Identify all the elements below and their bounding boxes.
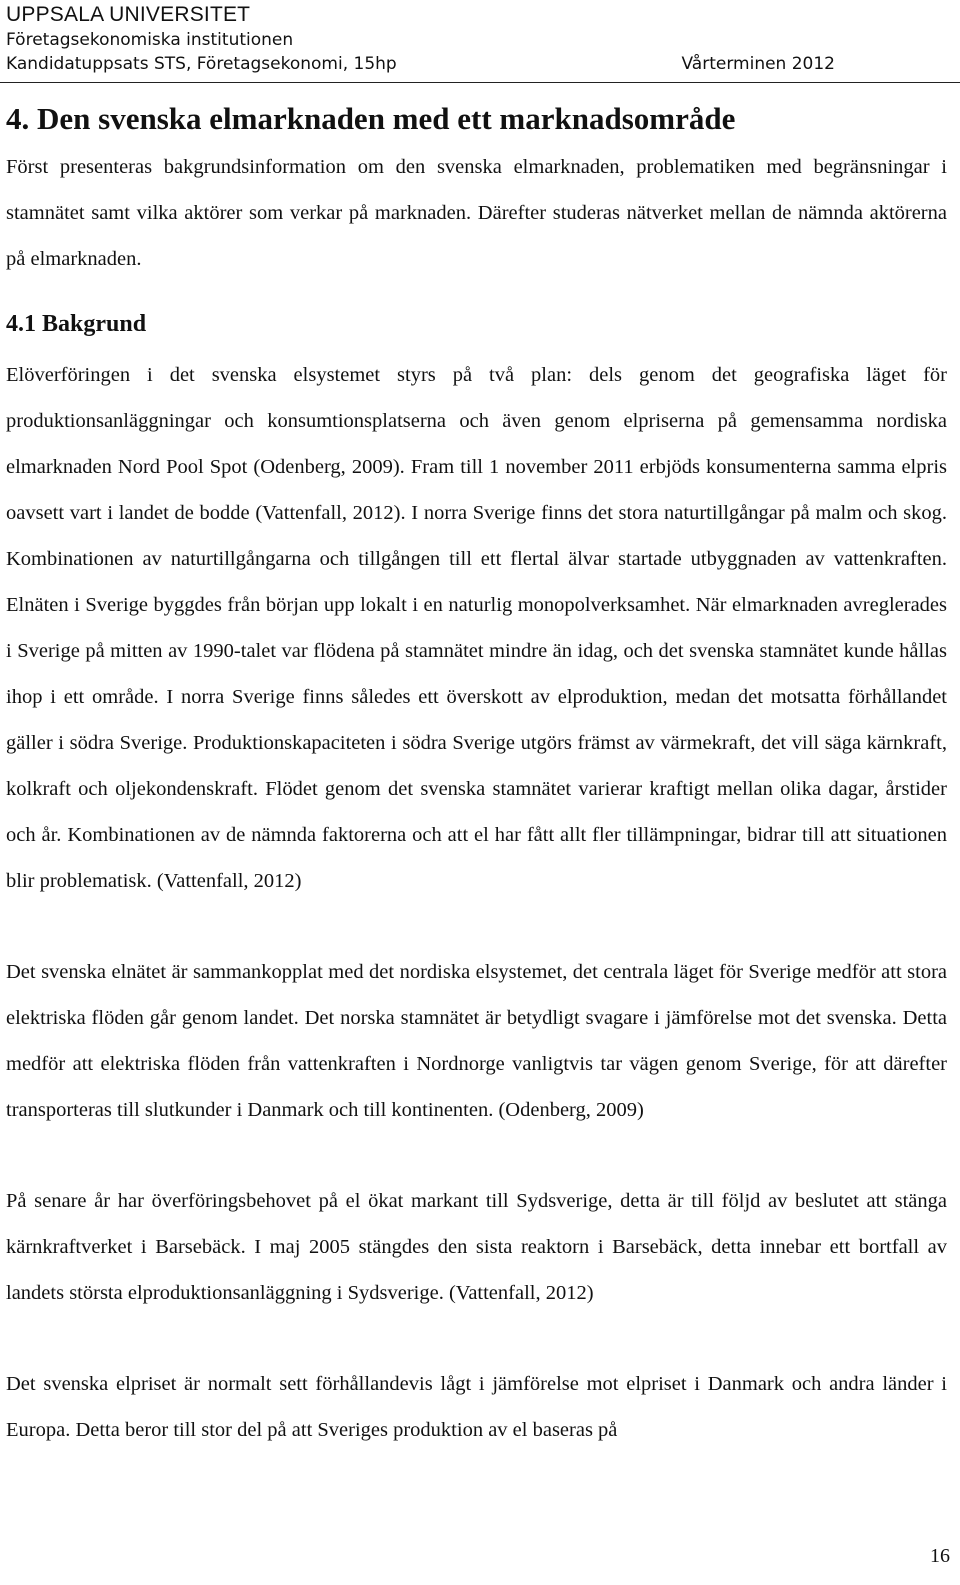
term-name: Vårterminen 2012	[681, 54, 835, 74]
paragraph-4: Det svenska elpriset är normalt sett förhållandevis lågt i jämförelse mot elpriset i Danmark och andra länder i Europa. Detta beror till stor del på att Sveriges produktion av el baseras på	[6, 1373, 947, 1441]
paragraph-2: Det svenska elnätet är sammankopplat med det nordiska elsystemet, det centrala läget för Sverige medför att stora elektriska flöden går genom landet. Det norska stamnätet är betydligt svagare i jämförelse mot det svenska. Detta medför att elektriska flöden från vattenkraften i Nordnorge vanligtvis tar vägen genom Sverige, för att därefter transporteras till slutkunder i Danmark och till kontinenten. (Odenberg, 2009)	[6, 961, 947, 1121]
university-name: UPPSALA UNIVERSITET	[6, 3, 251, 26]
chapter-title: 4. Den svenska elmarknaden med ett marknadsområde	[6, 101, 736, 136]
page-number: 16	[930, 1545, 950, 1567]
course-row	[6, 52, 950, 76]
main-content	[6, 98, 947, 1453]
section-title: 4.1 Bakgrund	[6, 311, 147, 337]
paragraph-3: På senare år har överföringsbehovet på el ökat markant till Sydsverige, detta är till följd av beslutet att stänga kärnkraftverket i Barsebäck. I maj 2005 stängdes den sista reaktorn i Barsebäck, detta innebar ett bortfall av landets största elproduktionsanläggning i Sydsverige. (Vattenfall, 2012)	[6, 1190, 947, 1304]
paragraph-gap	[6, 904, 947, 949]
course-name: Kandidatuppsats STS, Företagsekonomi, 15hp	[6, 54, 397, 74]
header-rule	[0, 82, 960, 83]
department-name: Företagsekonomiska institutionen	[6, 30, 294, 50]
paragraph-gap	[6, 1133, 947, 1178]
page-header	[6, 2, 950, 76]
paragraph-gap	[6, 1316, 947, 1361]
paragraph-1: Elöverföringen i det svenska elsystemet styrs på två plan: dels genom det geografiska läget för produktionsanläggningar och konsumtionsplatserna och även genom elpriserna på gemensamma nordiska elmarknaden Nord Pool Spot (Odenberg, 2009). Fram till 1 november 2011 erbjöds konsumenterna samma elpris oavsett vart i landet de bodde (Vattenfall, 2012). I norra Sverige finns det stora naturtillgångar på malm och skog. Kombinationen av naturtillgångarna och tillgången till ett flertal älvar startade utbyggnaden av vattenkraften. Elnäten i Sverige byggdes från början upp lokalt i en naturlig monopolverksamhet. När elmarknaden avreglerades i Sverige på mitten av 1990-talet var flödena på stamnätet mindre än idag, och det svenska stamnätet kunde hållas ihop i ett område. I norra Sverige finns således ett överskott av elproduktion, medan det motsatta förhållandet gäller i södra Sverige. Produktionskapaciteten i södra Sverige utgörs främst av värmekraft, det vill säga kärnkraft, kolkraft och oljekondenskraft. Flödet genom det svenska stamnätet varierar kraftigt mellan olika dagar, årstider och år. Kombinationen av de nämnda faktorerna och att el har fått allt fler tillämpningar, bidrar till att situationen blir problematisk. (Vattenfall, 2012)	[6, 364, 947, 892]
chapter-intro: Först presenteras bakgrundsinformation om den svenska elmarknaden, problematiken med begränsningar i stamnätet samt vilka aktörer som verkar på marknaden. Därefter studeras nätverket mellan de nämnda aktörerna på elmarknaden.	[6, 156, 947, 270]
